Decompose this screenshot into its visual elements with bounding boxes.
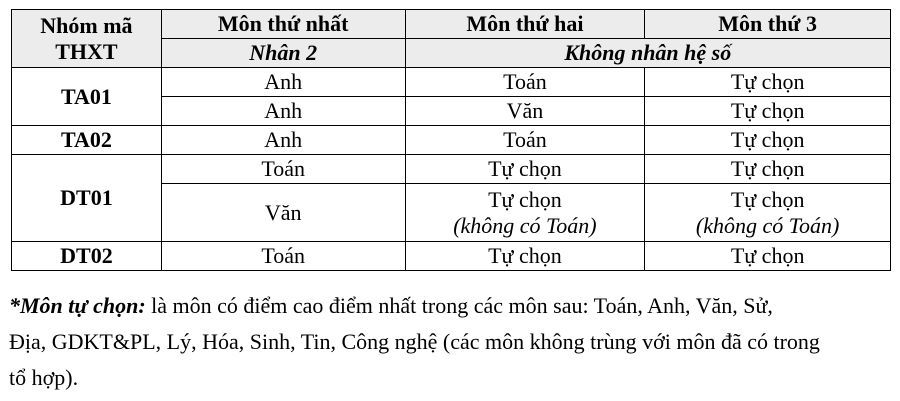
second-subject-cell: Toán	[405, 68, 645, 97]
table-row	[12, 126, 891, 155]
second-subject-cell: Văn	[405, 97, 645, 126]
header-row-1	[12, 10, 891, 39]
header-subjects-2-3-weight: Không nhân hệ số	[405, 39, 890, 68]
table-row	[12, 242, 891, 271]
header-subject-1: Môn thứ nhất	[161, 10, 405, 39]
group-code-cell: TA02	[12, 126, 162, 155]
third-subject-cell: Tự chọn	[645, 126, 891, 155]
header-subject-2: Môn thứ hai	[405, 10, 645, 39]
first-subject-cell: Toán	[161, 242, 405, 271]
footnote-line-2: Địa, GDKT&PL, Lý, Hóa, Sinh, Tin, Công nghệ (các môn không trùng với môn đã có trong	[9, 329, 820, 354]
third-subject-cell	[645, 184, 891, 242]
table-row	[12, 68, 891, 97]
footnote-line-1	[9, 288, 900, 324]
elective-footnote	[9, 288, 900, 396]
table-row	[12, 155, 891, 184]
third-subject-note: (không có Toán)	[695, 212, 840, 238]
header-group-code	[12, 10, 162, 68]
third-subject-cell: Tự chọn	[645, 155, 891, 184]
first-subject-cell: Anh	[161, 68, 405, 97]
second-subject-cell: Toán	[405, 126, 645, 155]
subject-combination-table	[11, 9, 891, 271]
third-subject-cell: Tự chọn	[645, 97, 891, 126]
footnote-line-1-text: là môn có điểm cao điểm nhất trong các môn sau: Toán, Anh, Văn, Sử,	[145, 293, 773, 318]
footnote-label: *Môn tự chọn:	[9, 293, 146, 318]
first-subject-cell: Toán	[161, 155, 405, 184]
group-code-cell: TA01	[12, 68, 162, 126]
second-subject-text: Tự chọn	[488, 186, 562, 212]
header-group-code-line2: THXT	[55, 38, 118, 64]
header-group-code-line1: Nhóm mã	[40, 12, 133, 38]
second-subject-cell: Tự chọn	[405, 155, 645, 184]
header-subject-3: Môn thứ 3	[645, 10, 891, 39]
group-code-cell: DT01	[12, 155, 162, 242]
second-subject-cell	[405, 184, 645, 242]
footnote-line-3: tổ hợp).	[9, 365, 79, 390]
first-subject-cell: Anh	[161, 126, 405, 155]
third-subject-cell: Tự chọn	[645, 242, 891, 271]
second-subject-note: (không có Toán)	[453, 212, 597, 238]
header-subject-1-weight: Nhân 2	[161, 39, 405, 68]
third-subject-text: Tự chọn	[730, 186, 805, 212]
second-subject-cell: Tự chọn	[405, 242, 645, 271]
group-code-cell: DT02	[12, 242, 162, 271]
first-subject-cell: Văn	[161, 184, 405, 242]
table-body	[12, 68, 891, 271]
third-subject-cell: Tự chọn	[645, 68, 891, 97]
first-subject-cell: Anh	[161, 97, 405, 126]
table-header	[12, 10, 891, 68]
